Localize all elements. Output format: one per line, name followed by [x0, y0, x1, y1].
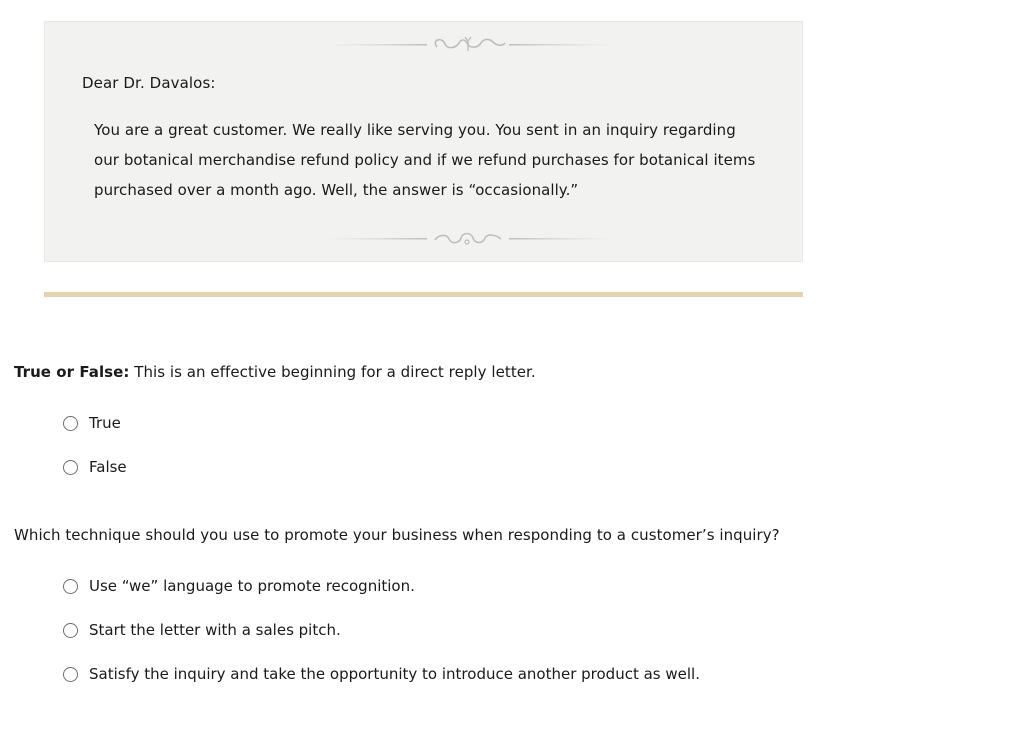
q2-option-sales-pitch[interactable]	[63, 621, 341, 639]
radio-button[interactable]	[63, 623, 78, 638]
section-divider	[44, 292, 803, 297]
letter-salutation: Dear Dr. Davalos:	[82, 74, 216, 92]
question-1-text: This is an effective beginning for a direct reply letter.	[129, 363, 536, 381]
flourish-divider-icon	[327, 35, 615, 55]
q1-option-false[interactable]	[63, 458, 127, 476]
question-1-prefix: True or False:	[14, 363, 130, 381]
radio-button[interactable]	[63, 579, 78, 594]
letter-body-line: our botanical merchandise refund policy and if we refund purchases for botanical items	[94, 151, 756, 169]
radio-button[interactable]	[63, 460, 78, 475]
q2-option-satisfy-inquiry[interactable]	[63, 665, 700, 683]
letter-body-line: You are a great customer. We really like serving you. You sent in an inquiry regarding	[94, 121, 736, 139]
q2-option-satisfy-inquiry-label: Satisfy the inquiry and take the opportunity to introduce another product as well.	[89, 665, 700, 683]
q1-option-true[interactable]	[63, 414, 121, 432]
letter-body-line: purchased over a month ago. Well, the answer is “occasionally.”	[94, 181, 579, 199]
question-2-prompt: Which technique should you use to promote your business when responding to a customer’s inquiry?	[14, 526, 780, 544]
q1-option-true-label: True	[89, 414, 121, 432]
letter-excerpt-box	[44, 21, 803, 262]
q2-option-we-language[interactable]	[63, 577, 415, 595]
radio-button[interactable]	[63, 667, 78, 682]
q2-option-sales-pitch-label: Start the letter with a sales pitch.	[89, 621, 341, 639]
q1-option-false-label: False	[89, 458, 127, 476]
letter-body	[94, 115, 774, 205]
q2-option-we-language-label: Use “we” language to promote recognition.	[89, 577, 415, 595]
question-1-prompt	[14, 363, 536, 381]
radio-button[interactable]	[63, 416, 78, 431]
flourish-divider-icon	[327, 228, 615, 248]
